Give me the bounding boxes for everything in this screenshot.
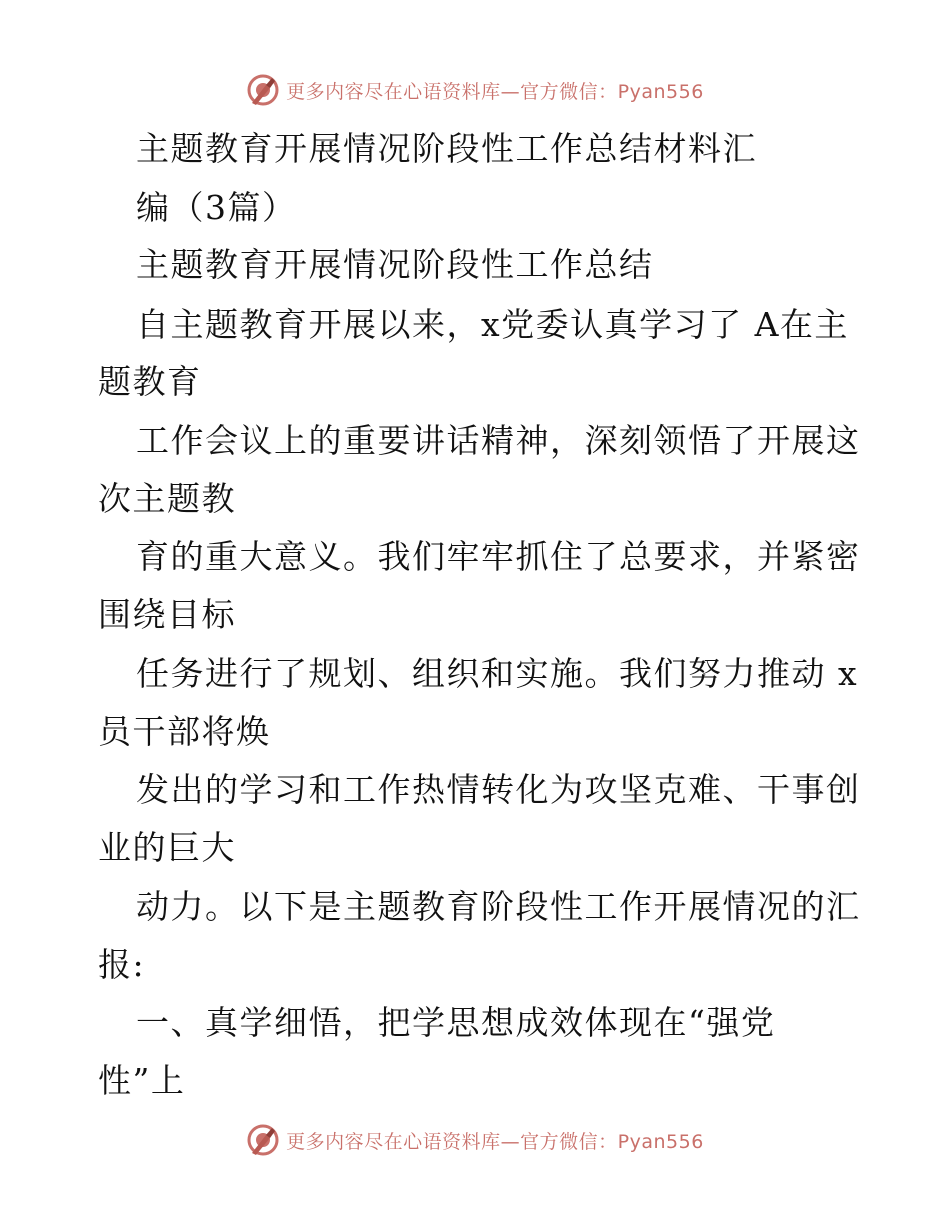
paragraph-line: 动力。以下是主题教育阶段性工作开展情况的汇 (136, 887, 861, 926)
section-heading-line-1: 一、真学细悟，把学思想成效体现在“强党 (136, 1003, 776, 1042)
pen-logo-icon (246, 1123, 280, 1157)
paragraph-line: 育的重大意义。我们牢牢抓住了总要求，并紧密 (136, 537, 861, 576)
section-heading-line-2: 性”上 (98, 1061, 186, 1100)
watermark-banner-top (0, 70, 950, 110)
document-title-line-2: 编（3篇） (136, 188, 297, 227)
paragraph-line: 工作会议上的重要讲话精神，深刻领悟了开展这 (136, 421, 861, 460)
paragraph-line: 发出的学习和工作热情转化为攻坚克难、干事创 (136, 770, 861, 809)
watermark-text: 更多内容尽在心语资料库—官方微信：Pyan556 (286, 80, 704, 103)
paragraph-line: 报: (98, 945, 146, 984)
watermark-banner-bottom (0, 1120, 950, 1160)
paragraph-line: 业的巨大 (98, 828, 236, 867)
paragraph-line: 自主题教育开展以来，x党委认真学习了 A在主 (136, 305, 849, 344)
document-title-line-1: 主题教育开展情况阶段性工作总结材料汇 (136, 129, 757, 168)
paragraph-line: 次主题教 (98, 479, 236, 518)
watermark-text: 更多内容尽在心语资料库—官方微信：Pyan556 (286, 1130, 704, 1153)
paragraph-line: 员干部将焕 (98, 712, 271, 751)
pen-logo-icon (246, 73, 280, 107)
paragraph-line: 围绕目标 (98, 595, 236, 634)
paragraph-line: 题教育 (98, 362, 202, 401)
document-subtitle: 主题教育开展情况阶段性工作总结 (136, 245, 654, 284)
paragraph-line: 任务进行了规划、组织和实施。我们努力推动 x (136, 654, 859, 693)
